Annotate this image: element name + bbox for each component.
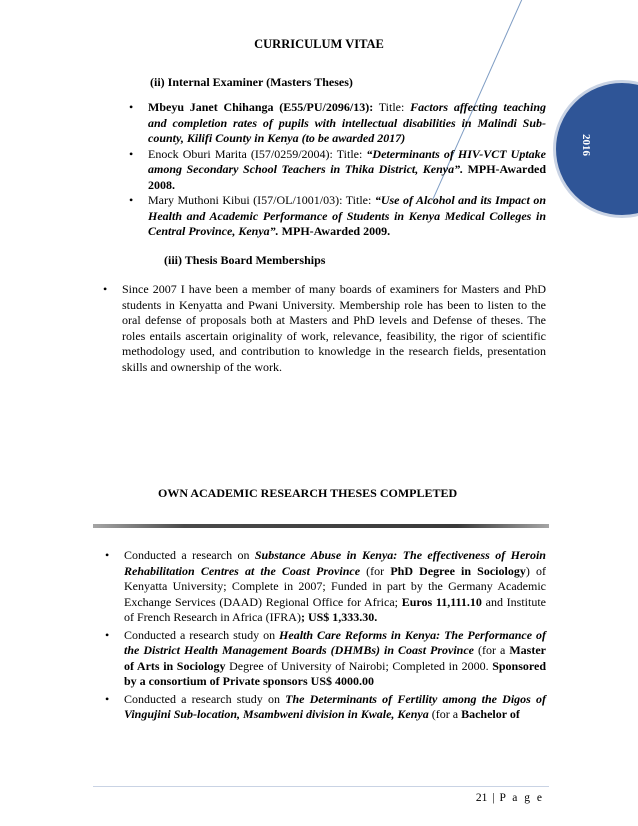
bullet-icon: • [129, 100, 134, 114]
page-number-separator: | [492, 792, 495, 804]
degree-name: Master of Arts in Sociology [124, 643, 546, 673]
research-text: Degree of University of Nairobi; Completed in 2000. [225, 658, 493, 673]
board-paragraph: Since 2007 I have been a member of many boards of examiners for Masters and PhD students in Kenyatta and Pwani University. Membership role has been to listen to the oral defense of proposals both at Masters and PhD levels and Defense of theses. The roles entails ascertain originality of work, relevance, feasibility, the rigor of scientific methodology used, and contribution to knowledge in the research fields, presentation skills and ownership of the work. [122, 282, 546, 374]
bullet-icon: • [105, 627, 110, 642]
thesis-board-heading: (iii) Thesis Board Memberships [164, 253, 326, 267]
research-text: (for [360, 563, 391, 578]
research-topic: Health Care Reforms in Kenya: The Performance of the District Health Management Boards (DHMBs) in Coast Province [124, 627, 546, 657]
thesis-title: Factors affecting teaching and completion rates of pupils with intellectual disabilities in Malindi Sub-county, Kilifi County in Kenya (to be awarded 2017) [148, 100, 546, 145]
page-title: CURRICULUM VITAE [254, 37, 384, 51]
bullet-icon: • [129, 193, 134, 207]
section-divider [93, 524, 549, 528]
decorative-year-circle [553, 80, 638, 218]
student-name: Mary Muthoni Kibui (I57/OL/1001/03): [148, 193, 343, 207]
research-text: (for a [428, 707, 462, 721]
list-item [124, 100, 546, 147]
list-item [100, 628, 546, 690]
research-text: Conducted a research study on [124, 627, 280, 642]
student-name: Mbeyu Janet Chihanga (E55/PU/2096/13): [148, 100, 374, 114]
bullet-icon: • [129, 146, 134, 161]
own-research-list [100, 548, 546, 723]
funding-amount: Euros 11,111.10 [401, 594, 482, 609]
thesis-board-list [98, 282, 546, 375]
research-topic: The Determinants of Fertility among the Digos of Vingujini Sub-location, Msambweni division in Kwale, Kenya [124, 691, 546, 721]
research-text: Conducted a research study on [124, 691, 286, 706]
award-status: MPH-Awarded 2009. [281, 224, 391, 238]
thesis-title: “Use of Alcohol and its Impact on Health and Academic Performance of Students in Kenya Medical Colleges in Central Province, Kenya”. [148, 193, 547, 238]
page-number [476, 792, 544, 804]
research-text: and Institute of French Research in Africa (IFRA) [124, 594, 546, 624]
bullet-icon: • [105, 548, 110, 562]
list-item [124, 193, 546, 240]
own-research-heading: OWN ACADEMIC RESEARCH THESES COMPLETED [158, 486, 458, 500]
title-prefix: Title: [336, 146, 363, 161]
bullet-icon: • [105, 691, 110, 706]
list-item [98, 282, 546, 375]
degree-name: Bachelor of [461, 707, 520, 721]
title-prefix: Title: [378, 100, 405, 114]
funding-amount: ; US$ 1,333.30. [300, 610, 378, 624]
list-item [100, 692, 546, 723]
degree-name: PhD Degree in Sociology [390, 563, 526, 578]
research-text: (for a [474, 643, 510, 657]
funding-amount: Sponsored by a consortium of Private sponsors US$ 4000.00 [124, 658, 546, 688]
bullet-icon: • [103, 282, 108, 296]
internal-examiner-list [124, 100, 546, 240]
list-item [100, 548, 546, 626]
award-status: MPH-Awarded 2008. [148, 162, 546, 192]
research-text: Conducted a research on [124, 548, 255, 562]
student-name: Enock Oburi Marita (I57/0259/2004): [148, 146, 333, 161]
internal-examiner-heading: (ii) Internal Examiner (Masters Theses) [150, 75, 353, 89]
page-number-value: 21 [475, 792, 488, 804]
title-prefix: Title: [345, 193, 372, 207]
research-topic: Substance Abuse in Kenya: The effectiveness of Heroin Rehabilitation Centres at the Coast Province [124, 548, 546, 578]
footer-rule [93, 786, 549, 787]
thesis-title: “Determinants of HIV-VCT Uptake among Secondary School Teachers in Thika District, Kenya”. [148, 146, 547, 176]
list-item [124, 147, 546, 194]
research-text: ) of Kenyatta University; Complete in 2007; Funded in part by the Germany Academic Exchange Services (DAAD) Regional Office for Africa; [124, 563, 546, 609]
year-label: 2016 [580, 134, 592, 156]
page-word: P a g e [499, 792, 544, 804]
